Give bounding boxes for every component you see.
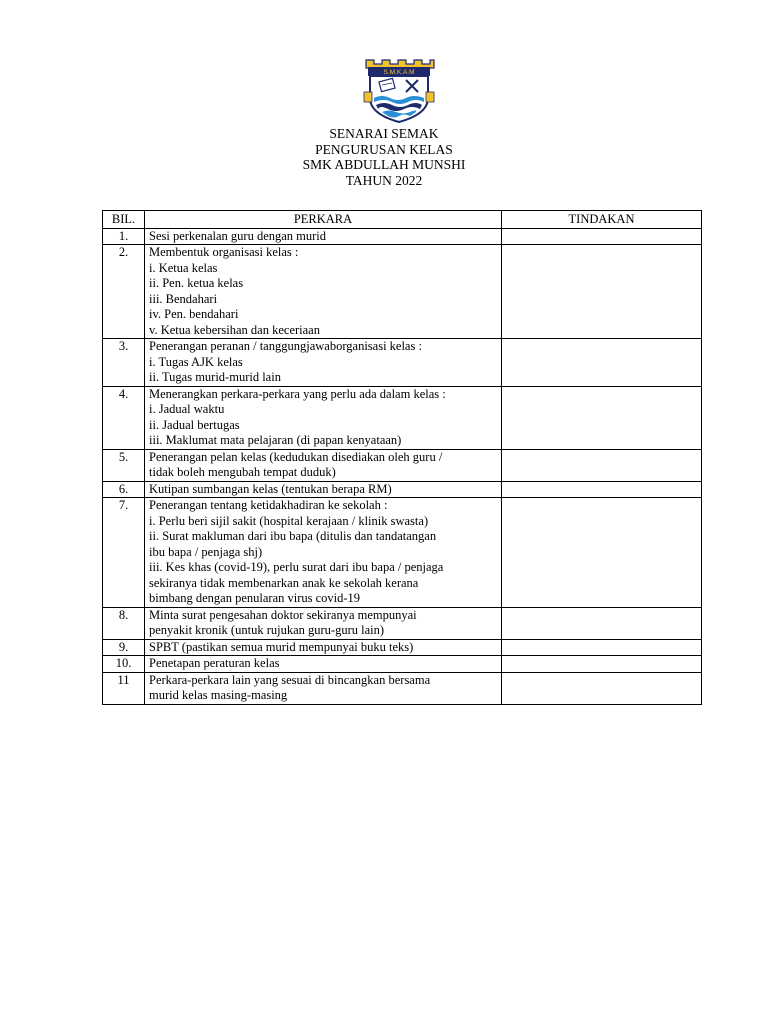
- table-row: [103, 498, 702, 608]
- row-tindakan-cell[interactable]: [502, 656, 702, 673]
- table-row: [103, 639, 702, 656]
- perkara-line: ii. Surat makluman dari ibu bapa (ditulis dan tandatangan: [149, 529, 437, 543]
- perkara-line: penyakit kronik (untuk rujukan guru-guru lain): [149, 623, 385, 637]
- heading-subtitle: PENGURUSAN KELAS: [315, 141, 453, 157]
- row-tindakan-cell[interactable]: [502, 498, 702, 608]
- row-number: 11: [103, 672, 145, 704]
- perkara-line: i. Ketua kelas: [149, 260, 218, 275]
- row-number: 2.: [103, 245, 145, 339]
- row-tindakan-cell[interactable]: [502, 639, 702, 656]
- perkara-line: Kutipan sumbangan kelas (tentukan berapa RM): [149, 481, 392, 496]
- table-row: [103, 656, 702, 673]
- perkara-line: iii. Kes khas (covid-19), perlu surat dari ibu bapa / penjaga: [149, 560, 444, 574]
- perkara-line: Sesi perkenalan guru dengan murid: [149, 228, 327, 243]
- row-perkara: [145, 607, 502, 639]
- row-number: 4.: [103, 386, 145, 449]
- table-row: [103, 245, 702, 339]
- header-bil: BIL.: [103, 211, 145, 229]
- row-perkara: [145, 449, 502, 481]
- perkara-line: SPBT (pastikan semua murid mempunyai buku teks): [149, 639, 414, 654]
- table-row: [103, 228, 702, 245]
- row-perkara: [145, 672, 502, 704]
- heading-year: TAHUN 2022: [345, 172, 423, 188]
- row-perkara: [145, 339, 502, 387]
- perkara-line: Membentuk organisasi kelas :: [149, 245, 299, 259]
- heading-school-name: SMK ABDULLAH MUNSHI: [302, 157, 466, 173]
- document-heading: [0, 126, 768, 188]
- perkara-line: Menerangkan perkara-perkara yang perlu ada dalam kelas :: [149, 386, 446, 401]
- perkara-line: ii. Pen. ketua kelas: [149, 276, 244, 290]
- perkara-line: i. Jadual waktu: [149, 402, 225, 416]
- perkara-line: Minta surat pengesahan doktor sekiranya mempunyai: [149, 607, 417, 622]
- perkara-line: ibu bapa / penjaga shj): [149, 544, 263, 559]
- row-perkara: [145, 481, 502, 498]
- table-row: [103, 481, 702, 498]
- perkara-line: bimbang dengan penularan virus covid-19: [149, 591, 361, 605]
- row-perkara: [145, 228, 502, 245]
- battlement-shape: [366, 60, 434, 68]
- row-number: 1.: [103, 228, 145, 245]
- perkara-line: Penerangan tentang ketidakhadiran ke sekolah :: [149, 498, 388, 512]
- left-ribbon: [364, 92, 372, 102]
- row-number: 3.: [103, 339, 145, 387]
- school-crest-logo: [358, 58, 440, 124]
- checklist-body: [103, 228, 702, 704]
- row-tindakan-cell[interactable]: [502, 228, 702, 245]
- perkara-line: Perkara-perkara lain yang sesuai di bincangkan bersama: [149, 672, 431, 687]
- row-number: 10.: [103, 656, 145, 673]
- perkara-line: i. Tugas AJK kelas: [149, 354, 243, 369]
- perkara-line: i. Perlu beri sijil sakit (hospital kerajaan / klinik swasta): [149, 513, 429, 528]
- row-tindakan-cell[interactable]: [502, 449, 702, 481]
- row-perkara: [145, 245, 502, 339]
- table-row: [103, 386, 702, 449]
- table-row: [103, 339, 702, 387]
- row-perkara: [145, 498, 502, 608]
- row-perkara: [145, 656, 502, 673]
- table-row: [103, 607, 702, 639]
- perkara-line: iv. Pen. bendahari: [149, 307, 239, 321]
- table-row: [103, 672, 702, 704]
- row-tindakan-cell[interactable]: [502, 481, 702, 498]
- row-number: 5.: [103, 449, 145, 481]
- row-perkara: [145, 639, 502, 656]
- perkara-line: Penerangan pelan kelas (kedudukan disediakan oleh guru /: [149, 449, 443, 464]
- crest-banner-text: S.M.K.A.M: [383, 69, 415, 77]
- row-number: 6.: [103, 481, 145, 498]
- row-number: 7.: [103, 498, 145, 608]
- heading-title: SENARAI SEMAK: [329, 126, 439, 141]
- row-number: 9.: [103, 639, 145, 656]
- right-ribbon: [426, 92, 434, 102]
- table-header-row: [103, 211, 702, 229]
- perkara-line: Penetapan peraturan kelas: [149, 656, 280, 670]
- header-tindakan: TINDAKAN: [502, 211, 702, 229]
- perkara-line: iii. Bendahari: [149, 291, 218, 306]
- row-tindakan-cell[interactable]: [502, 607, 702, 639]
- perkara-line: v. Ketua kebersihan dan keceriaan: [149, 322, 320, 337]
- perkara-line: tidak boleh mengubah tempat duduk): [149, 465, 336, 479]
- row-perkara: [145, 386, 502, 449]
- perkara-line: ii. Tugas murid-murid lain: [149, 370, 281, 384]
- checklist-table: [102, 210, 702, 705]
- row-tindakan-cell[interactable]: [502, 245, 702, 339]
- perkara-line: Penerangan peranan / tanggungjawaborganisasi kelas :: [149, 339, 422, 353]
- perkara-line: murid kelas masing-masing: [149, 688, 288, 702]
- perkara-line: iii. Maklumat mata pelajaran (di papan kenyataan): [149, 433, 402, 447]
- row-number: 8.: [103, 607, 145, 639]
- perkara-line: sekiranya tidak membenarkan anak ke sekolah kerana: [149, 575, 419, 590]
- table-row: [103, 449, 702, 481]
- perkara-line: ii. Jadual bertugas: [149, 417, 240, 432]
- header-perkara: PERKARA: [145, 211, 502, 229]
- row-tindakan-cell[interactable]: [502, 339, 702, 387]
- row-tindakan-cell[interactable]: [502, 672, 702, 704]
- row-tindakan-cell[interactable]: [502, 386, 702, 449]
